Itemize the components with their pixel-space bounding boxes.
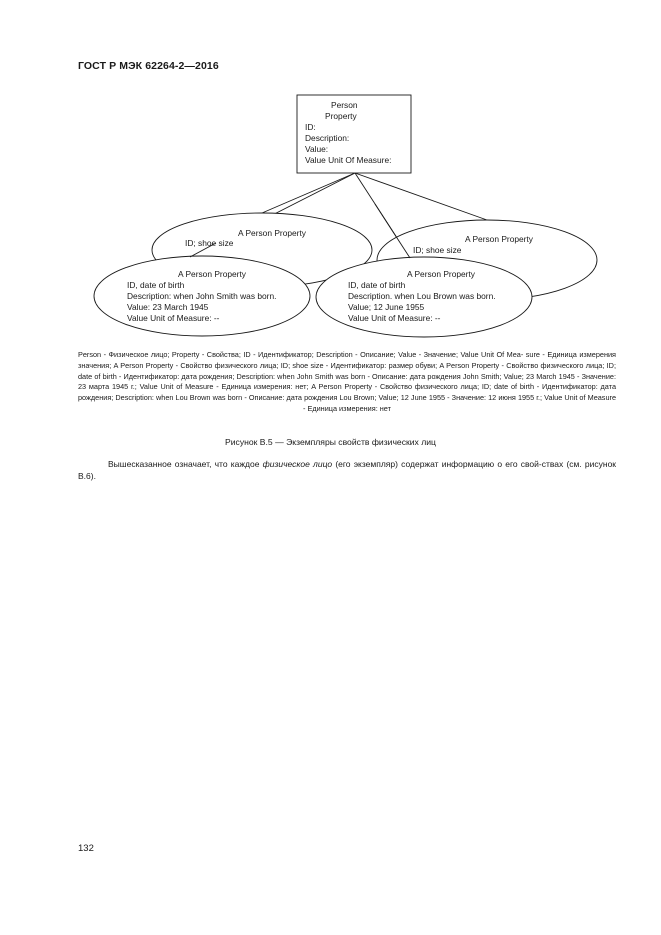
legend-line: when Lou Brown was born - Описание: дата рождения Lou Brown; Value; 12 June 1955 - Значение: 12 июня 1955 г.; Value Unit of [156,393,588,403]
legend-line: sure - Единица измерения значения; A Person Property - Свойство физического лица; ID; shoe size - Идентификатор: размер обуви; [78,350,617,370]
legend-line: Measure - Единица измерения: нет [303,393,616,413]
lou-line-description: Description. when Lou Brown was born. [348,291,496,301]
shoe-left-title: A Person Property [238,228,306,238]
shoe-left-id: ID; shoe size [185,238,234,248]
connector-line-shoe-right [355,173,487,220]
lou-line-value: Value; 12 June 1955 [348,302,425,312]
class-box-attr-id: ID: [305,122,316,132]
page-number: 132 [78,843,94,854]
john-line-id: ID, date of birth [127,280,185,290]
class-box-attr-value: Value: [305,144,329,154]
lou-line-unit: Value Unit of Measure: -- [348,313,441,323]
legend-line: Person - Физическое лицо; Property - Свойства; ID - Идентификатор; Description - Описание; Value - Значение; Value Unit Of Mea- [78,350,524,359]
shoe-right-id: ID; shoe size [413,245,462,255]
john-line-value: Value: 23 March 1945 [127,302,209,312]
paragraph-text-after: (его экземпляр) содержат информацию о его свой-ствах (см. рисунок В.6). [78,459,617,481]
legend-line: born - Описание: дата рождения John Smith; Value; 23 March 1945 - Значение: 23 марта 1945 г.; Value Unit of Measure - Единица [78,371,616,392]
class-box-title-property: Property [325,111,357,121]
legend-line: измерения: нет; A Person Property - Свойство физического лица; ID; date of birth - Идентификатор: дата рождения; Description: [78,382,616,403]
instance-diagram [0,0,661,345]
paragraph-italic-term: физическое лицо [262,459,333,469]
legend-line: A Person Property - Свойство физического лица; ID; date of birth - Идентификатор: дата рождения; Description: when John Smith was [78,360,616,381]
john-title: A Person Property [178,269,246,279]
document-header: ГОСТ Р МЭК 62264-2—2016 [78,60,219,72]
john-line-description: Description: when John Smith was born. [127,291,277,301]
class-box-attr-unit: Value Unit Of Measure: [305,155,392,165]
figure-caption: Рисунок В.5 — Экземпляры свойств физических лиц [225,437,436,447]
john-line-unit: Value Unit of Measure: -- [127,313,220,323]
connector-line-shoe-left [262,173,355,213]
figure-legend [78,350,616,415]
paragraph-text-before: Вышесказанное означает, что каждое [108,459,263,469]
body-paragraph [78,458,616,482]
lou-title: A Person Property [407,269,475,279]
shoe-right-title: A Person Property [465,234,533,244]
lou-line-id: ID, date of birth [348,280,406,290]
class-box-title-person: Person [331,100,358,110]
class-box-attr-description: Description: [305,133,350,143]
